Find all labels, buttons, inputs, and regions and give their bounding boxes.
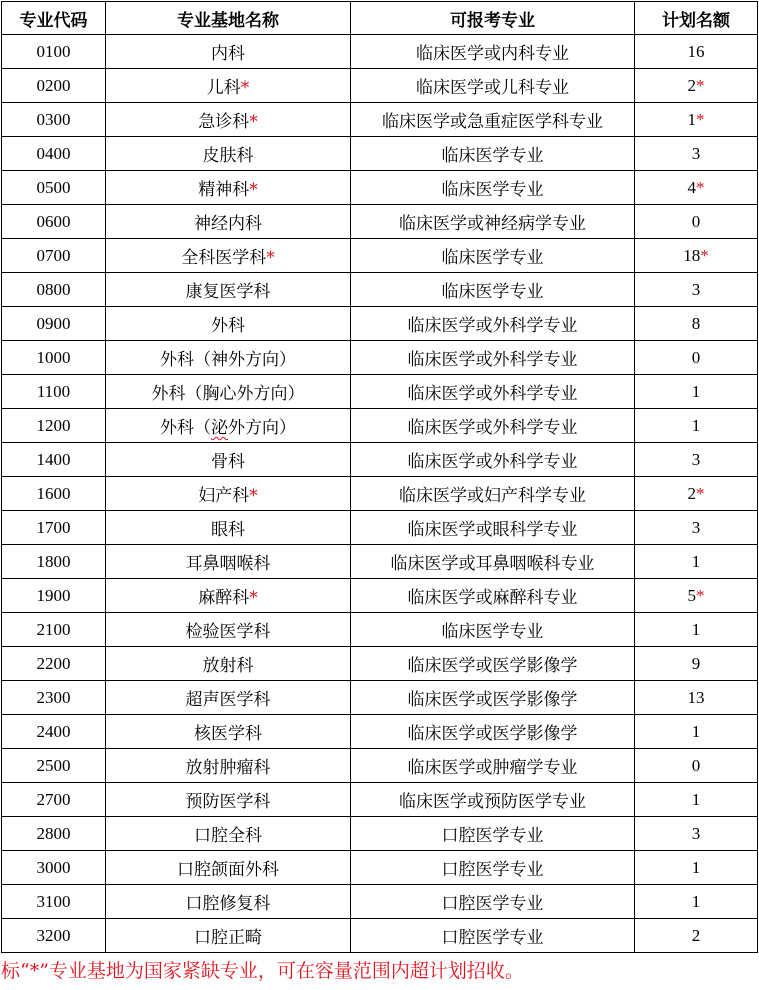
- cell-eligible-major: 口腔医学专业: [351, 885, 635, 919]
- base-name-text: 口腔全科: [194, 826, 262, 846]
- table-row: [2, 35, 758, 69]
- base-name-text: 全科医学科: [181, 248, 267, 268]
- table-row: [2, 273, 758, 307]
- cell-eligible-major: 口腔医学专业: [351, 919, 635, 953]
- table-row: [2, 69, 758, 103]
- cell-eligible-major: 临床医学或眼科学专业: [351, 511, 635, 545]
- table-row: [2, 103, 758, 137]
- cell-code: 1900: [2, 579, 106, 613]
- scarce-marker: *: [696, 483, 705, 503]
- cell-eligible-major: 临床医学或外科学专业: [351, 341, 635, 375]
- base-name-text: 外科（泌外方向）: [160, 418, 296, 438]
- table-row: [2, 579, 758, 613]
- quota-value: 1: [687, 109, 696, 129]
- quota-value: 2: [687, 483, 696, 503]
- cell-code: 3000: [2, 851, 106, 885]
- table-row: [2, 919, 758, 953]
- cell-code: 1400: [2, 443, 106, 477]
- cell-quota: [635, 103, 758, 137]
- cell-code: 0100: [2, 35, 106, 69]
- table-row: [2, 817, 758, 851]
- cell-base-name: [106, 443, 351, 477]
- cell-quota: [635, 137, 758, 171]
- base-name-text: 妇产科: [198, 486, 250, 506]
- cell-base-name: [106, 307, 351, 341]
- cell-code: 2800: [2, 817, 106, 851]
- quota-value: 18: [683, 245, 701, 265]
- base-name-text: 康复医学科: [185, 282, 271, 302]
- scarce-marker: *: [696, 75, 705, 95]
- cell-quota: [635, 579, 758, 613]
- base-name-text: 口腔修复科: [185, 894, 271, 914]
- cell-base-name: [106, 273, 351, 307]
- header-code: 专业代码: [2, 2, 106, 35]
- quota-value: 16: [687, 41, 705, 61]
- cell-base-name: [106, 239, 351, 273]
- quota-value: 0: [691, 755, 701, 775]
- cell-code: 2100: [2, 613, 106, 647]
- cell-code: 2700: [2, 783, 106, 817]
- base-name-text: 外科（胸心外方向）: [151, 384, 305, 404]
- cell-quota: [635, 919, 758, 953]
- cell-eligible-major: 临床医学或肿瘤学专业: [351, 749, 635, 783]
- base-name-text: 儿科: [206, 78, 241, 98]
- table-row: [2, 171, 758, 205]
- table-row: [2, 545, 758, 579]
- cell-quota: [635, 375, 758, 409]
- quota-value: 3: [691, 143, 701, 163]
- document-page: [1, 1, 757, 982]
- cell-base-name: [106, 579, 351, 613]
- cell-base-name: [106, 409, 351, 443]
- cell-eligible-major: 临床医学专业: [351, 239, 635, 273]
- scarce-marker: *: [696, 585, 705, 605]
- cell-quota: [635, 681, 758, 715]
- cell-base-name: [106, 817, 351, 851]
- cell-eligible-major: 临床医学或急重症医学科专业: [351, 103, 635, 137]
- table-row: [2, 477, 758, 511]
- scarce-marker: *: [249, 588, 258, 608]
- quota-value: 3: [691, 449, 701, 469]
- base-name-text: 外科（神外方向）: [160, 350, 296, 370]
- cell-eligible-major: 临床医学或妇产科学专业: [351, 477, 635, 511]
- cell-base-name: [106, 137, 351, 171]
- cell-base-name: [106, 477, 351, 511]
- quota-value: 1: [691, 415, 701, 435]
- cell-base-name: [106, 851, 351, 885]
- cell-code: 2200: [2, 647, 106, 681]
- quota-value: 1: [691, 721, 701, 741]
- cell-eligible-major: 临床医学或医学影像学: [351, 647, 635, 681]
- table-row: [2, 137, 758, 171]
- cell-base-name: [106, 103, 351, 137]
- cell-quota: [635, 273, 758, 307]
- cell-code: 0300: [2, 103, 106, 137]
- base-name-text: 核医学科: [194, 724, 262, 744]
- cell-eligible-major: 临床医学或外科学专业: [351, 375, 635, 409]
- residency-quota-table: [1, 1, 758, 953]
- quota-value: 9: [691, 653, 701, 673]
- header-eligible-major: 可报考专业: [351, 2, 635, 35]
- cell-eligible-major: 临床医学或外科学专业: [351, 307, 635, 341]
- quota-value: 1: [691, 857, 701, 877]
- scarce-specialty-footnote: 标“*”专业基地为国家紧缺专业，可在容量范围内超计划招收。: [1, 960, 524, 982]
- base-name-text: 检验医学科: [185, 622, 271, 642]
- scarce-marker: *: [249, 486, 258, 506]
- cell-quota: [635, 443, 758, 477]
- base-name-text: 麻醉科: [198, 588, 250, 608]
- table-header-row: [2, 2, 758, 35]
- base-name-text: 放射科: [202, 656, 254, 676]
- cell-base-name: [106, 35, 351, 69]
- scarce-marker: *: [266, 248, 275, 268]
- table-row: [2, 443, 758, 477]
- base-name-text: 口腔颌面外科: [177, 860, 279, 880]
- cell-code: 0200: [2, 69, 106, 103]
- cell-base-name: [106, 545, 351, 579]
- table-body: [2, 35, 758, 953]
- cell-quota: [635, 511, 758, 545]
- scarce-marker: *: [700, 245, 709, 265]
- cell-eligible-major: 临床医学或预防医学专业: [351, 783, 635, 817]
- quota-value: 3: [691, 279, 701, 299]
- cell-eligible-major: 口腔医学专业: [351, 817, 635, 851]
- cell-quota: [635, 647, 758, 681]
- quota-value: 1: [691, 891, 701, 911]
- cell-quota: [635, 35, 758, 69]
- cell-quota: [635, 749, 758, 783]
- table-row: [2, 647, 758, 681]
- scarce-marker: *: [249, 180, 258, 200]
- cell-quota: [635, 715, 758, 749]
- cell-base-name: [106, 715, 351, 749]
- table-row: [2, 681, 758, 715]
- cell-base-name: [106, 205, 351, 239]
- cell-eligible-major: 临床医学专业: [351, 613, 635, 647]
- table-row: [2, 409, 758, 443]
- cell-quota: [635, 613, 758, 647]
- quota-value: 4: [687, 177, 696, 197]
- base-name-text: 预防医学科: [185, 792, 271, 812]
- cell-code: 0400: [2, 137, 106, 171]
- cell-quota: [635, 783, 758, 817]
- table-row: [2, 375, 758, 409]
- cell-base-name: [106, 341, 351, 375]
- cell-base-name: [106, 749, 351, 783]
- scarce-marker: *: [240, 78, 250, 98]
- table-row: [2, 749, 758, 783]
- cell-code: 1600: [2, 477, 106, 511]
- scarce-marker: *: [249, 112, 258, 132]
- cell-eligible-major: 临床医学或外科学专业: [351, 409, 635, 443]
- table-row: [2, 341, 758, 375]
- cell-code: 0500: [2, 171, 106, 205]
- quota-value: 0: [691, 347, 701, 367]
- cell-quota: [635, 851, 758, 885]
- cell-code: 1200: [2, 409, 106, 443]
- cell-eligible-major: 临床医学或儿科专业: [351, 69, 635, 103]
- cell-quota: [635, 545, 758, 579]
- scarce-marker: *: [696, 109, 705, 129]
- table-row: [2, 783, 758, 817]
- quota-value: 1: [691, 381, 701, 401]
- cell-base-name: [106, 681, 351, 715]
- cell-code: 0800: [2, 273, 106, 307]
- base-name-text: 耳鼻咽喉科: [185, 554, 271, 574]
- cell-code: 2300: [2, 681, 106, 715]
- quota-value: 5: [687, 585, 696, 605]
- cell-base-name: [106, 647, 351, 681]
- base-name-text: 神经内科: [194, 214, 262, 234]
- quota-value: 2: [687, 75, 696, 95]
- cell-base-name: [106, 511, 351, 545]
- table-row: [2, 851, 758, 885]
- cell-base-name: [106, 783, 351, 817]
- cell-base-name: [106, 69, 351, 103]
- cell-quota: [635, 69, 758, 103]
- table-row: [2, 307, 758, 341]
- cell-base-name: [106, 375, 351, 409]
- cell-base-name: [106, 613, 351, 647]
- cell-eligible-major: 临床医学或医学影像学: [351, 715, 635, 749]
- quota-value: 0: [691, 211, 701, 231]
- cell-quota: [635, 817, 758, 851]
- cell-eligible-major: 临床医学专业: [351, 171, 635, 205]
- quota-value: 1: [691, 551, 701, 571]
- cell-base-name: [106, 885, 351, 919]
- base-name-text: 超声医学科: [185, 690, 271, 710]
- quota-value: 3: [691, 517, 701, 537]
- scarce-marker: *: [696, 177, 705, 197]
- cell-base-name: [106, 171, 351, 205]
- cell-quota: [635, 341, 758, 375]
- cell-eligible-major: 临床医学专业: [351, 137, 635, 171]
- cell-eligible-major: 口腔医学专业: [351, 851, 635, 885]
- cell-quota: [635, 307, 758, 341]
- base-name-text: 放射肿瘤科: [185, 758, 271, 778]
- base-name-text: 急诊科: [198, 112, 250, 132]
- cell-code: 3100: [2, 885, 106, 919]
- cell-base-name: [106, 919, 351, 953]
- header-quota: 计划名额: [635, 2, 758, 35]
- cell-code: 0900: [2, 307, 106, 341]
- table-row: [2, 613, 758, 647]
- base-name-text: 口腔正畸: [194, 928, 262, 948]
- base-name-text: 皮肤科: [202, 146, 254, 166]
- spellcheck-underline: 泌: [211, 418, 228, 438]
- quota-value: 3: [691, 823, 701, 843]
- cell-code: 1000: [2, 341, 106, 375]
- cell-eligible-major: 临床医学或神经病学专业: [351, 205, 635, 239]
- quota-value: 8: [691, 313, 701, 333]
- cell-eligible-major: 临床医学或耳鼻咽喉科专业: [351, 545, 635, 579]
- base-name-text: 外科: [211, 316, 245, 336]
- cell-code: 2500: [2, 749, 106, 783]
- quota-value: 1: [691, 619, 701, 639]
- cell-eligible-major: 临床医学专业: [351, 273, 635, 307]
- cell-code: 3200: [2, 919, 106, 953]
- cell-quota: [635, 205, 758, 239]
- table-row: [2, 239, 758, 273]
- quota-value: 2: [691, 925, 701, 945]
- base-name-text: 内科: [211, 44, 245, 64]
- table-row: [2, 205, 758, 239]
- cell-quota: [635, 409, 758, 443]
- cell-code: 2400: [2, 715, 106, 749]
- header-base-name: 专业基地名称: [106, 2, 351, 35]
- cell-code: 1100: [2, 375, 106, 409]
- table-row: [2, 511, 758, 545]
- cell-quota: [635, 477, 758, 511]
- cell-quota: [635, 239, 758, 273]
- quota-value: 13: [687, 687, 705, 707]
- cell-code: 1800: [2, 545, 106, 579]
- cell-quota: [635, 171, 758, 205]
- cell-eligible-major: 临床医学或医学影像学: [351, 681, 635, 715]
- cell-eligible-major: 临床医学或麻醉科专业: [351, 579, 635, 613]
- cell-quota: [635, 885, 758, 919]
- base-name-text: 眼科: [211, 520, 245, 540]
- table-row: [2, 885, 758, 919]
- base-name-text: 骨科: [211, 452, 245, 472]
- table-row: [2, 715, 758, 749]
- cell-code: 0700: [2, 239, 106, 273]
- cell-eligible-major: 临床医学或外科学专业: [351, 443, 635, 477]
- base-name-text: 精神科: [198, 180, 250, 200]
- cell-eligible-major: 临床医学或内科专业: [351, 35, 635, 69]
- quota-value: 1: [691, 789, 701, 809]
- cell-code: 0600: [2, 205, 106, 239]
- cell-code: 1700: [2, 511, 106, 545]
